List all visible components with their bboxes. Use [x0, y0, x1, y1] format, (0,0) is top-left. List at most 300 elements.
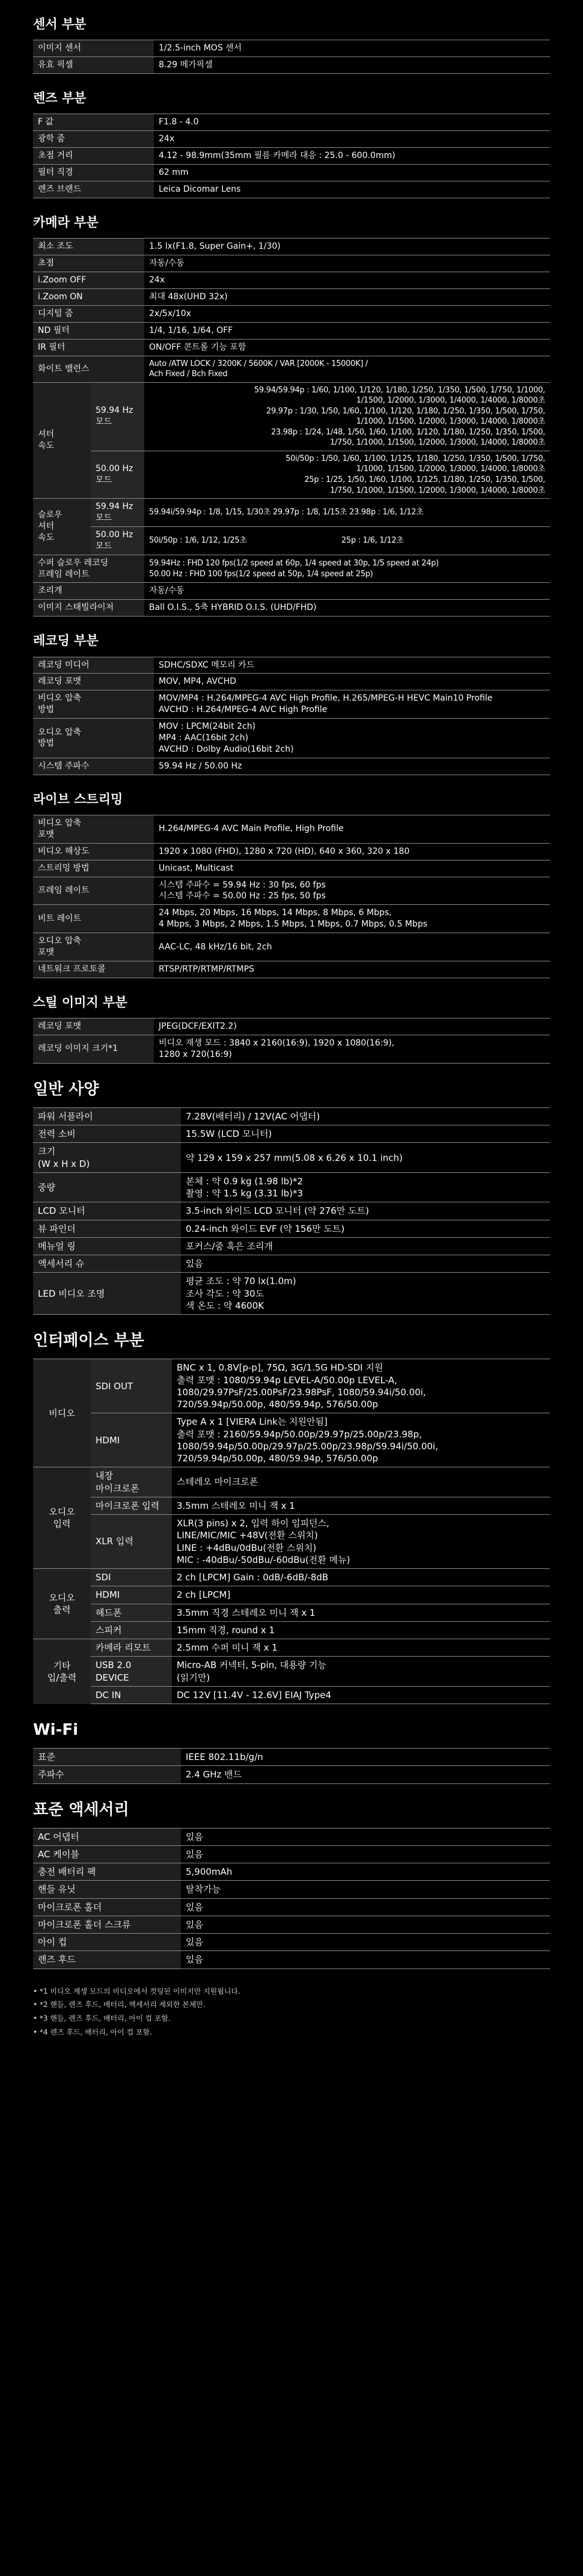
spec-value	[181, 1881, 550, 1898]
spec-key: 렌즈 후드	[33, 1951, 181, 1969]
spec-subkey: 59.94 Hz 모드	[91, 499, 144, 527]
value-line: 3.5mm 스테레오 미니 잭 x 1	[177, 1500, 295, 1511]
spec-subkey: USB 2.0 DEVICE	[91, 1657, 172, 1687]
value-line: 스테레오 마이크로폰	[177, 1476, 258, 1488]
accessories-section	[0, 1784, 583, 1969]
value-line: Type A x 1 [VIERA Link는 지원안됨]	[177, 1416, 328, 1428]
spec-row	[33, 114, 550, 131]
value-line: 3.5-inch 와이드 LCD 모니터 (약 276만 도트)	[186, 1205, 369, 1217]
section-title: 인터페이스 부분	[33, 1332, 144, 1350]
spec-row	[33, 382, 550, 451]
lens-section	[0, 74, 583, 198]
spec-key: 비트 레이트	[33, 905, 154, 933]
value-line: 25p : 1/25, 1/50, 1/60, 1/100, 1/125, 1/180, 1/250, 1/350, 1/500,	[304, 475, 545, 484]
value-line: 본체 : 약 0.9 kg (1.98 lb)*2	[186, 1175, 304, 1187]
spec-value	[144, 555, 550, 583]
spec-table	[33, 657, 550, 775]
spec-row	[33, 339, 550, 356]
spec-value	[144, 356, 550, 382]
section-title: 레코딩 부분	[33, 633, 99, 648]
value-line: 조사 각도 : 약 30도	[186, 1288, 264, 1299]
spec-value: ON/OFF 콘트롤 기능 포함	[144, 339, 550, 356]
spec-subkey: SDI	[91, 1569, 172, 1586]
value-line: 촬영 : 약 1.5 kg (3.31 lb)*3	[186, 1188, 304, 1199]
value-line: 있음	[186, 1937, 203, 1948]
value-line: 4 Mbps, 3 Mbps, 2 Mbps, 1.5 Mbps, 1 Mbps, 0.7 Mbps, 0.5 Mbps	[159, 919, 428, 930]
value-line: 포커스/줌 혹은 조리개	[186, 1240, 273, 1252]
spec-key: 메뉴얼 링	[33, 1237, 181, 1255]
spec-row	[33, 905, 550, 933]
spec-key: F 값	[33, 114, 154, 131]
value-line: 59.94 Hz / 50.00 Hz	[159, 761, 242, 771]
spec-row	[33, 1255, 550, 1273]
spec-subkey: SDI OUT	[91, 1359, 172, 1413]
wifi-section	[0, 1704, 583, 1784]
spec-row	[33, 272, 550, 289]
spec-subkey: XLR 입력	[91, 1515, 172, 1569]
spec-row	[33, 1467, 550, 1497]
spec-key: 아이 컵	[33, 1934, 181, 1951]
spec-row	[33, 1951, 550, 1969]
spec-row	[33, 657, 550, 674]
value-line: 2 ch [LPCM] Gain : 0dB/-6dB/-8dB	[177, 1572, 329, 1583]
spec-row	[33, 674, 550, 690]
spec-group-key: 비디오	[33, 1359, 91, 1467]
spec-value: Leica Dicomar Lens	[154, 181, 550, 198]
value-line: 720/59.94p/50.00p, 480/59.94p, 576/50.00p	[177, 1399, 379, 1410]
value-line: 출력 포맷 : 2160/59.94p/50.00p/29.97p/25.00p/23.98p,	[177, 1428, 422, 1440]
spec-value	[181, 1273, 550, 1315]
value-line: 0.24-inch 와이드 EVF (약 156만 도트)	[186, 1223, 345, 1234]
spec-table	[33, 815, 550, 978]
spec-row	[33, 583, 550, 600]
spec-value	[172, 1657, 550, 1687]
spec-value: 24x	[144, 272, 550, 289]
spec-value	[181, 1237, 550, 1255]
spec-row	[33, 1749, 550, 1766]
spec-value	[181, 1898, 550, 1916]
interface-section	[0, 1315, 583, 1704]
spec-key: 비디오 압축 포맷	[33, 815, 154, 844]
section-title: Wi-Fi	[33, 1721, 79, 1739]
value-line: 1/1500, 1/2000, 1/3000, 1/4000, 1/4000, 1/8000초	[356, 396, 545, 406]
spec-row	[33, 165, 550, 181]
spec-row	[33, 499, 550, 527]
spec-row	[33, 1828, 550, 1845]
value-line: BNC x 1, 0.8V[p-p], 75Ω, 3G/1.5G HD-SDI 지원	[177, 1362, 383, 1374]
spec-row	[33, 1237, 550, 1255]
spec-key: 마이크로폰 홀더 스크류	[33, 1916, 181, 1933]
spec-value	[172, 1497, 550, 1514]
spec-row	[33, 860, 550, 877]
spec-value	[154, 674, 550, 690]
spec-row	[33, 131, 550, 148]
spec-key: 화이트 밸런스	[33, 356, 144, 382]
section-title: 렌즈 부분	[33, 91, 87, 106]
spec-row	[33, 1359, 550, 1413]
spec-value	[172, 1467, 550, 1497]
spec-row	[33, 526, 550, 555]
spec-row	[33, 181, 550, 198]
spec-key: 오디오 압축 포맷	[33, 933, 154, 961]
spec-value: Ball O.I.S., 5축 HYBRID O.I.S. (UHD/FHD)	[144, 600, 550, 617]
spec-key: 셔터 속도	[33, 382, 91, 498]
spec-key: 중량	[33, 1172, 181, 1202]
spec-key: 전력 소비	[33, 1125, 181, 1143]
spec-value: 1/2.5-inch MOS 센서	[154, 40, 550, 57]
spec-value	[181, 1125, 550, 1143]
footnote: • *2 핸들, 렌즈 후드, 배터리, 액세서리 제외한 본체만.	[33, 2000, 206, 2009]
spec-value	[181, 1255, 550, 1273]
value-line: 출력 포맷 : 1080/59.94p LEVEL-A/50.00p LEVEL-A,	[177, 1374, 397, 1386]
spec-value	[172, 1639, 550, 1657]
value-line: MIC : -40dBu/-50dBu/-60dBu(전환 메뉴)	[177, 1554, 350, 1565]
spec-key: 레코딩 이미지 크기*1	[33, 1035, 154, 1064]
value-line: 색 온도 : 약 4600K	[186, 1300, 264, 1311]
spec-key: 유효 픽셀	[33, 57, 154, 74]
recording-section	[0, 617, 583, 775]
general-section	[0, 1064, 583, 1315]
value-line: 있음	[186, 1258, 203, 1270]
spec-row	[33, 1172, 550, 1202]
spec-subkey: HDMI	[91, 1413, 172, 1467]
value-line: MOV, MP4, AVCHD	[159, 677, 237, 687]
spec-row	[33, 1273, 550, 1315]
spec-value: 최대 48x(UHD 32x)	[144, 288, 550, 305]
spec-value: 2x/5x/10x	[144, 305, 550, 322]
spec-key: i.Zoom ON	[33, 288, 144, 305]
value-line: 23.98p : 1/24, 1/48, 1/50, 1/60, 1/100, 1/120, 1/180, 1/250, 1/350, 1/500,	[271, 427, 545, 437]
value-line: 1080/59.94p/50.00p/29.97p/25.00p/23.98p/59.94i/50.00i,	[177, 1440, 438, 1452]
footnote: • *4 렌즈 후드, 배터리, 아이 컵 포함.	[33, 2028, 152, 2037]
spec-value	[154, 690, 550, 719]
spec-value	[144, 382, 550, 451]
spec-key: ND 필터	[33, 322, 144, 339]
spec-row	[33, 1515, 550, 1569]
spec-value	[172, 1515, 550, 1569]
value-line: MOV/MP4 : H.264/MPEG-4 AVC High Profile, H.265/MPEG-H HEVC Main10 Profile	[159, 693, 493, 704]
value-line: 비디오 재생 모드 : 3840 x 2160(16:9), 1920 x 1080(16:9),	[159, 1038, 395, 1049]
spec-row	[33, 451, 550, 498]
spec-key: 레코딩 포맷	[33, 674, 154, 690]
value-line: 있음	[186, 1919, 203, 1930]
spec-value	[172, 1686, 550, 1704]
spec-value	[181, 1766, 550, 1783]
value-line: (읽기만)	[177, 1672, 210, 1683]
spec-row	[33, 1686, 550, 1704]
value-line: 5,900mAh	[186, 1866, 233, 1878]
spec-subkey: 카메라 리모트	[91, 1639, 172, 1657]
value-line: 시스템 주파수 = 59.94 Hz : 30 fps, 60 fps	[159, 880, 326, 890]
spec-row	[33, 961, 550, 978]
spec-row	[33, 1934, 550, 1951]
spec-key: 오디오 압축 방법	[33, 719, 154, 758]
spec-table	[33, 1018, 550, 1064]
spec-row	[33, 690, 550, 719]
spec-row	[33, 1586, 550, 1604]
spec-value	[154, 961, 550, 978]
value-line: AVCHD : H.264/MPEG-4 AVC High Profile	[159, 705, 328, 715]
value-line: XLR(3 pins) x 2, 입력 하이 임피던스,	[177, 1518, 329, 1529]
value-line: Micro-AB 커넥터, 5-pin, 대용량 기능	[177, 1660, 326, 1671]
spec-subkey: 마이크로폰 입력	[91, 1497, 172, 1514]
spec-value	[154, 843, 550, 860]
spec-subkey: 헤드폰	[91, 1604, 172, 1621]
spec-row	[33, 1881, 550, 1898]
value-line: 있음	[186, 1848, 203, 1860]
spec-key: 스트리밍 방법	[33, 860, 154, 877]
section-title: 라이브 스트리밍	[33, 791, 123, 806]
spec-key: 레코딩 미디어	[33, 657, 154, 674]
value-line: 1/750, 1/1000, 1/1500, 1/2000, 1/3000, 1/4000, 1/8000초	[330, 486, 545, 495]
footnote: • *3 핸들, 렌즈 후드, 배터리, 아이 컵 포함.	[33, 2014, 171, 2023]
value-line: 있음	[186, 1901, 203, 1913]
spec-key: 조리개	[33, 583, 144, 600]
spec-key: 이미지 스태빌라이저	[33, 600, 144, 617]
spec-value: 1/4, 1/16, 1/64, OFF	[144, 322, 550, 339]
spec-value: 1.5 lx(F1.8, Super Gain+, 1/30)	[144, 239, 550, 255]
spec-key: 네트워크 프로토콜	[33, 961, 154, 978]
value-line: 59.94/59.94p : 1/60, 1/100, 1/120, 1/180, 1/250, 1/350, 1/500, 1/750, 1/1000,	[254, 385, 545, 395]
spec-key: 필터 직경	[33, 165, 154, 181]
spec-value	[181, 1220, 550, 1237]
spec-row	[33, 356, 550, 382]
spec-key: 크기 (W x H x D)	[33, 1143, 181, 1173]
spec-row	[33, 877, 550, 905]
spec-key: 파워 서플라이	[33, 1107, 181, 1125]
spec-key: 표준	[33, 1749, 181, 1766]
spec-key: 비디오 해상도	[33, 843, 154, 860]
spec-value	[181, 1951, 550, 1969]
spec-group-key: 오디오 출력	[33, 1569, 91, 1639]
spec-row	[33, 1898, 550, 1916]
spec-value	[181, 1749, 550, 1766]
value-line: LINE/MIC/MIC +48V(전환 스위치)	[177, 1530, 318, 1541]
spec-value: 4.12 - 98.9mm(35mm 필름 카메라 대응 : 25.0 - 600.0mm)	[154, 148, 550, 165]
spec-value: F1.8 - 4.0	[154, 114, 550, 131]
value-line: 50.00 Hz : FHD 100 fps(1/2 speed at 50p, 1/4 speed at 25p)	[149, 569, 373, 579]
spec-row	[33, 305, 550, 322]
value-line: IEEE 802.11b/g/n	[186, 1752, 263, 1763]
spec-row	[33, 239, 550, 255]
value-line: 29.97p : 1/30, 1/50, 1/60, 1/100, 1/120, 1/180, 1/250, 1/350, 1/500, 1/750,	[266, 406, 545, 416]
spec-table	[33, 1359, 550, 1704]
spec-value	[154, 1035, 550, 1064]
spec-value	[181, 1934, 550, 1951]
value-line: 15.5W (LCD 모니터)	[186, 1128, 272, 1140]
value-line: 2.5mm 수퍼 미니 잭 x 1	[177, 1642, 278, 1653]
value-line: 7.28V(배터리) / 12V(AC 어댑터)	[186, 1110, 320, 1122]
spec-key: 프레임 레이트	[33, 877, 154, 905]
value-part: 25p : 1/6, 1/12초	[341, 535, 404, 545]
spec-value	[154, 877, 550, 905]
spec-row	[33, 1639, 550, 1657]
value-line: 15mm 직경, round x 1	[177, 1624, 275, 1636]
spec-row	[33, 555, 550, 583]
spec-value	[154, 719, 550, 758]
spec-key: 슬로우 셔터 속도	[33, 499, 91, 555]
spec-table	[33, 1828, 550, 1969]
spec-value	[154, 933, 550, 961]
value-line: AVCHD : Dolby Audio(16bit 2ch)	[159, 744, 294, 754]
spec-row	[33, 1413, 550, 1467]
value-line: H.264/MPEG-4 AVC Main Profile, High Profile	[159, 824, 344, 834]
spec-key: 핸들 유닛	[33, 1881, 181, 1898]
value-line: LINE : +4dBu/0dBu(전환 스위치)	[177, 1542, 317, 1553]
spec-row	[33, 40, 550, 57]
spec-value	[154, 815, 550, 844]
spec-row	[33, 1916, 550, 1933]
spec-row	[33, 1657, 550, 1687]
spec-value	[172, 1569, 550, 1586]
spec-key: 액세서리 슈	[33, 1255, 181, 1273]
spec-row	[33, 1621, 550, 1639]
spec-value	[181, 1828, 550, 1845]
value-line: 약 129 x 159 x 257 mm(5.08 x 6.26 x 10.1 inch)	[186, 1152, 403, 1163]
spec-value	[181, 1202, 550, 1220]
spec-row	[33, 1863, 550, 1881]
spec-value	[144, 526, 550, 555]
spec-value: 8.29 메가픽셀	[154, 57, 550, 74]
value-line: 1920 x 1080 (FHD), 1280 x 720 (HD), 640 x 360, 320 x 180	[159, 846, 410, 856]
section-title: 표준 액세서리	[33, 1800, 129, 1819]
spec-value	[154, 758, 550, 775]
spec-value	[172, 1621, 550, 1639]
value-line: MP4 : AAC(16bit 2ch)	[159, 732, 249, 743]
spec-value	[181, 1172, 550, 1202]
spec-row	[33, 1604, 550, 1621]
spec-key: 이미지 센서	[33, 40, 154, 57]
spec-row	[33, 57, 550, 74]
spec-subkey: 50.00 Hz 모드	[91, 451, 144, 498]
spec-value	[154, 657, 550, 674]
spec-row	[33, 148, 550, 165]
spec-row	[33, 1845, 550, 1863]
spec-key: 마이크로폰 홀더	[33, 1898, 181, 1916]
spec-key: 최소 조도	[33, 239, 144, 255]
spec-key: 뷰 파인더	[33, 1220, 181, 1237]
spec-value	[181, 1143, 550, 1173]
spec-value	[181, 1916, 550, 1933]
spec-value	[181, 1863, 550, 1881]
spec-row	[33, 815, 550, 844]
value-line: 평균 조도 : 약 70 lx(1.0m)	[186, 1276, 296, 1287]
spec-row	[33, 1202, 550, 1220]
spec-subkey: 스피커	[91, 1621, 172, 1639]
value-line: 59.94Hz : FHD 120 fps(1/2 speed at 60p, 1/4 speed at 30p, 1/5 speed at 24p)	[149, 558, 439, 568]
section-title: 카메라 부분	[33, 215, 99, 230]
spec-key: 초점	[33, 255, 144, 272]
spec-row	[33, 719, 550, 758]
spec-table	[33, 40, 550, 74]
spec-value: 자동/수동	[144, 255, 550, 272]
streaming-section	[0, 775, 583, 978]
spec-key: 수퍼 슬로우 레코딩 프레임 레이트	[33, 555, 144, 583]
section-title: 스틸 이미지 부분	[33, 994, 127, 1009]
spec-table	[33, 1748, 550, 1784]
spec-table	[33, 1107, 550, 1315]
value-line: 1/1000, 1/1500, 1/2000, 1/3000, 1/4000, 1/8000초	[356, 464, 545, 474]
spec-row	[33, 758, 550, 775]
spec-value	[144, 451, 550, 498]
value-line: 1080/29.97PsF/25.00PsF/23.98PsF, 1080/59.94i/50.00i,	[177, 1386, 426, 1398]
spec-row	[33, 933, 550, 961]
spec-key: 렌즈 브랜드	[33, 181, 154, 198]
spec-subkey: DC IN	[91, 1686, 172, 1704]
value-line: 720/59.94p/50.00p, 480/59.94p, 576/50.00p	[177, 1453, 379, 1464]
spec-value	[172, 1586, 550, 1604]
spec-row	[33, 1497, 550, 1514]
value-line: 1280 x 720(16:9)	[159, 1049, 232, 1059]
spec-row	[33, 1035, 550, 1064]
value-line: SDHC/SDXC 메모리 카드	[159, 660, 255, 670]
spec-row	[33, 255, 550, 272]
footnotes	[0, 1969, 583, 2039]
value-line: Auto /ATW LOCK / 3200K / 5600K / VAR [2000K - 15000K] /	[149, 359, 368, 368]
spec-row	[33, 1125, 550, 1143]
spec-key: LED 비디오 조명	[33, 1273, 181, 1315]
camera-section	[0, 198, 583, 617]
value-line: DC 12V [11.4V - 12.6V] EIAJ Type4	[177, 1689, 331, 1701]
spec-key: LCD 모니터	[33, 1202, 181, 1220]
spec-value	[154, 860, 550, 877]
spec-row	[33, 1019, 550, 1035]
value-line: Unicast, Multicast	[159, 863, 234, 873]
spec-subkey: 50.00 Hz 모드	[91, 526, 144, 555]
value-line: Ach Fixed / Bch Fixed	[149, 370, 228, 379]
spec-row	[33, 1569, 550, 1586]
spec-key: 초점 거리	[33, 148, 154, 165]
spec-key: AC 케이블	[33, 1845, 181, 1863]
value-line: 2.4 GHz 밴드	[186, 1769, 242, 1780]
spec-key: 비디오 압축 방법	[33, 690, 154, 719]
value-line: 3.5mm 직경 스테레오 미니 잭 x 1	[177, 1607, 316, 1618]
value-line: 있음	[186, 1954, 203, 1965]
value-line: AAC-LC, 48 kHz/16 bit, 2ch	[159, 942, 272, 952]
spec-value: 59.94i/59.94p : 1/8, 1/15, 1/30초 29.97p : 1/8, 1/15초 23.98p : 1/6, 1/12초	[144, 499, 550, 527]
sensor-section	[0, 0, 583, 74]
footnote: • *1 비디오 재생 모드의 비디오에서 컷팅된 이미지만 지원됩니다.	[33, 1987, 240, 1996]
spec-key: 디지털 줌	[33, 305, 144, 322]
value-part: 50i/50p : 1/6, 1/12, 1/25초	[149, 535, 247, 545]
spec-key: 레코딩 포맷	[33, 1019, 154, 1035]
spec-value	[181, 1845, 550, 1863]
spec-key: 충전 배터리 팩	[33, 1863, 181, 1881]
spec-subkey: HDMI	[91, 1586, 172, 1604]
spec-group-key: 기타 입/출력	[33, 1639, 91, 1704]
spec-value	[172, 1359, 550, 1413]
value-line: 있음	[186, 1831, 203, 1842]
value-line: 탈착가능	[186, 1884, 221, 1895]
spec-row	[33, 1143, 550, 1173]
spec-value	[154, 905, 550, 933]
value-line: 1/750, 1/1000, 1/1500, 1/2000, 1/3000, 1/4000, 1/8000초	[330, 438, 545, 448]
spec-value: 62 mm	[154, 165, 550, 181]
spec-key: i.Zoom OFF	[33, 272, 144, 289]
spec-row	[33, 1107, 550, 1125]
spec-row	[33, 1766, 550, 1783]
spec-value	[154, 1019, 550, 1035]
value-line: 시스템 주파수 = 50.00 Hz : 25 fps, 50 fps	[159, 891, 326, 901]
value-line: 2 ch [LPCM]	[177, 1589, 231, 1601]
spec-value: 자동/수동	[144, 583, 550, 600]
value-line: JPEG(DCF/EXIT2.2)	[159, 1022, 237, 1032]
value-line: 1/1000, 1/1500, 1/2000, 1/3000, 1/4000, 1/8000초	[356, 417, 545, 427]
still-section	[0, 978, 583, 1064]
spec-table	[33, 114, 550, 198]
spec-table	[33, 238, 550, 617]
spec-row	[33, 843, 550, 860]
